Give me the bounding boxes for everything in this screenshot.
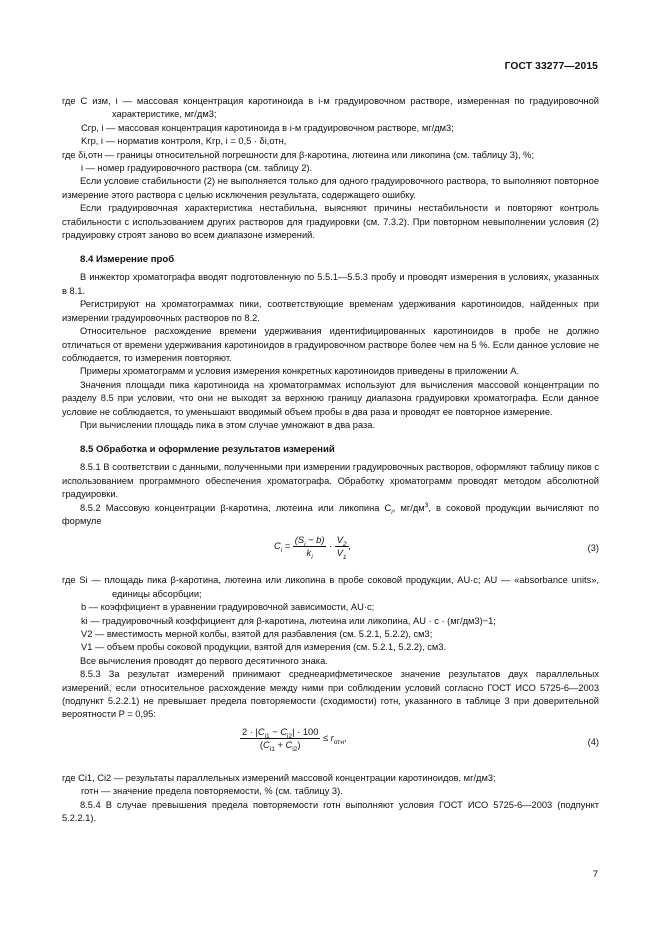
definition-c-gr: Cгр, i — массовая концентрация каротиноида в i-м градуировочном растворе, мг/дм3;: [81, 122, 454, 133]
paragraph-8-4-4: Примеры хроматограмм и условия измерения конкретных каротиноидов приведены в приложении А.: [80, 366, 520, 377]
formula-4-expression: $\frac{2 \cdot |C_{i1} - C_{i2}| \cdot 100}{(C_{i1} + C_{i2})}$ ≤ $r_{отн}$,: [242, 726, 347, 753]
definition-c-izm: [62, 95, 599, 122]
paragraph-8-5-3: 8.5.3 За результат измерений принимают среднеарифметическое значение результатов двух параллельных измерений, если относительное расхождение между ними при соблюдении условий согласно ГОСТ ИСО 5725-6—2003 (подпункт 5.2.2.1) не превышает предела повторяемости (сходимости) rотн, указанного в таблице 3 при доверительной вероятности P = 0,95:: [62, 669, 599, 720]
paragraph-8-5-1: 8.5.1 В соответствии с данными, полученными при измерении градуировочных растворов, оформляют таблицу пиков с использованием программного обеспечения хроматографа. Обработку хроматограмм проводят методом абсолютной градуировки.: [62, 462, 599, 500]
definition-v1: V1 — объем пробы соковой продукции, взятой для измерения (см. 5.2.1, 5.2.2), см3.: [81, 642, 447, 653]
definition-k-gr: Kгр, i — норматив контроля, Kгр, i = 0,5 · δi,отн,: [81, 136, 287, 147]
paragraph-rounding: Все вычисления проводят до первого десятичного знака.: [80, 655, 328, 666]
definition-v2: V2 — вместимость мерной колбы, взятой для разбавления (см. 5.2.1, 5.2.2), см3;: [81, 629, 433, 639]
paragraph-8-4-1: В инжектор хроматографа вводят подготовленную по 5.5.1—5.5.3 пробу и проводят измерения в условиях, указанных в 8.1.: [62, 272, 599, 296]
definition-k: ki — градуировочный коэффициент для β-каротина, лютеина или ликопина, AU · с · (мг/дм3)−1;: [81, 615, 496, 626]
paragraph-stability-2: Если градуировочная характеристика нестабильна, выясняют причины нестабильности и повторяют контроль стабильности с использованием других растворов для градуировки (см. 7.3.2). При повторном невыполнении условия (2) градуировку строят заново во всем диапазоне измерений.: [62, 203, 599, 241]
paragraph-stability-1: Если условие стабильности (2) не выполняется только для одного градуировочного раствора, то выполняют повторное измерение этого раствора с целью исключения результата, содержащего ошибку.: [62, 176, 599, 200]
document-header: ГОСТ 33277—2015: [504, 61, 598, 72]
definition-c-izm-text: где C изм, i — массовая концентрация каротиноида в i-м градуировочном растворе, измеренная по градуировочной характеристике, мг/дм3;: [62, 96, 599, 120]
section-8-4-title: 8.4 Измерение проб: [80, 254, 175, 266]
page-number: 7: [592, 868, 598, 880]
formula-3-expression: $C_i$ = $\frac{(S_i - b)}{k_i}$ · $\frac{V_2}{V_1}$ ,: [274, 535, 352, 562]
paragraph-8-4-3: Относительное расхождение времени удерживания идентифицированных каротиноидов в пробе не должно отличаться от времени удерживания каротиноидов в градуировочном растворе более чем на 5 %. Если данное условие не соблюдается, то измерения повторяют.: [62, 326, 599, 363]
p852-part-a: 8.5.2 Массовую концентрации β-каротина, лютеина или ликопина C: [80, 502, 392, 513]
section-8-5-title: 8.5 Обработка и оформление результатов измерений: [80, 444, 335, 456]
paragraph-8-4-6: При вычислении площадь пика в этом случае умножают в два раза.: [80, 419, 376, 430]
definition-i: i — номер градуировочного раствора (см. таблицу 2).: [81, 163, 313, 174]
definition-delta: где δi,отн — границы относительной погрешности для β-каротина, лютеина или ликопина (см. таблицу 3), %;: [62, 149, 535, 160]
definition-r: rотн — значение предела повторяемости, % (см. таблицу 3).: [81, 786, 343, 797]
formula-3-number: (3): [587, 543, 599, 554]
page-content: [62, 95, 599, 825]
formula-3: [62, 532, 599, 568]
p852-part-c: , в соковой продукции вычисляют по формуле: [62, 502, 599, 526]
definition-b: b — коэффициент в уравнении градуировочной зависимости, AU·с;: [81, 602, 375, 613]
definition-s: где Si — площадь пика β-каротина, лютеина или ликопина в пробе соковой продукции, AU·с; AU — «absorbance units», единицы абсорбции;: [62, 575, 599, 599]
paragraph-8-4-2: Регистрируют на хроматограммах пики, соответствующие временам удерживания каротиноидов, найденных при измерении градуировочных растворов по 8.2.: [62, 299, 599, 323]
paragraph-8-5-4: 8.5.4 В случае превышения предела повторяемости rотн выполняют условия ГОСТ ИСО 5725-6—2003 (подпункт 5.2.2.1).: [62, 799, 599, 824]
formula-4: [62, 726, 599, 766]
definition-ci: где Ci1, Ci2 — результаты параллельных измерений массовой концентрации каротиноидов, мг/дм3;: [62, 772, 496, 783]
p852-part-b: , мг/дм: [392, 502, 425, 513]
formula-4-number: (4): [587, 736, 599, 747]
paragraph-8-4-5: Значения площади пика каротиноида на хроматограммах используют для вычисления массовой концентрации по разделу 8.5 при условии, что они не выходят за верхнюю границу диапазона градуировки хроматографа. Если данное условие не соблюдается, то уменьшают вводимый объем пробы в два раза и проводят ее повторное измерение.: [62, 379, 599, 417]
paragraph-8-5-2: 8.5.2 Массовую концентрации β-каротина, лютеина или ликопина $C_i$, $мг/дм^3$, в соковой продукции вычисляют по формуле: [62, 501, 599, 526]
